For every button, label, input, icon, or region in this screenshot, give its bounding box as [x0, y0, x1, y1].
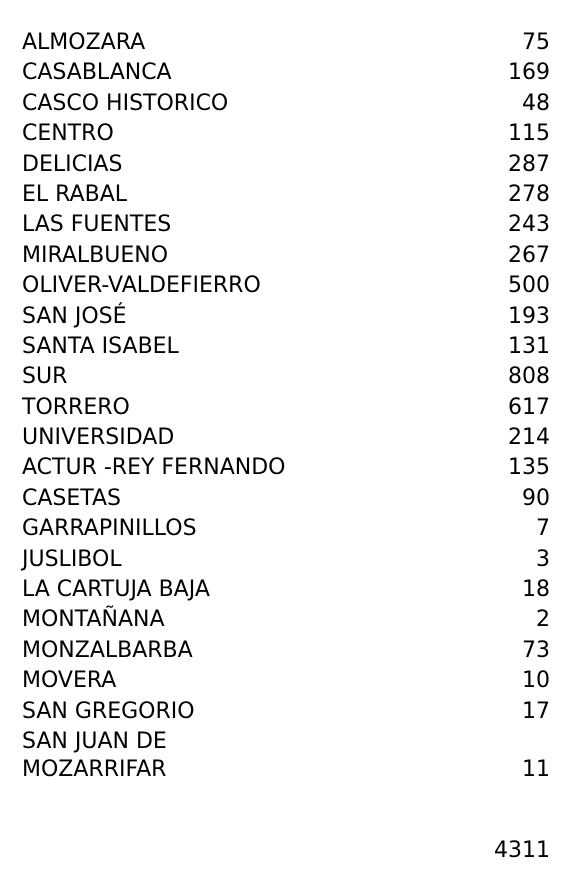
table-row [22, 362, 550, 392]
district-value: 48 [522, 90, 550, 116]
table-row [22, 28, 550, 58]
district-name: TORRERO [22, 394, 130, 420]
district-name: MONTAÑANA [22, 607, 165, 633]
table-row [22, 180, 550, 210]
district-value: 17 [522, 698, 550, 724]
district-value: 18 [522, 577, 550, 603]
district-name: GARRAPINILLOS [22, 516, 197, 542]
district-value: 278 [508, 181, 550, 207]
district-value: 617 [508, 394, 550, 420]
table-row [22, 119, 550, 149]
district-name: MONZALBARBA [22, 637, 193, 663]
district-value: 214 [508, 425, 550, 451]
district-name: CASABLANCA [22, 60, 172, 86]
district-value: 11 [522, 756, 550, 782]
district-name: SAN GREGORIO [22, 698, 195, 724]
district-value: 90 [522, 485, 550, 511]
district-name: ALMOZARA [22, 29, 146, 55]
district-value: 243 [508, 212, 550, 238]
table-row [22, 210, 550, 240]
district-value: 10 [522, 668, 550, 694]
district-name: LAS FUENTES [22, 212, 172, 238]
district-name: SAN JUAN DE MOZARRIFAR [22, 728, 167, 782]
district-name: DELICIAS [22, 151, 123, 177]
table-row [22, 271, 550, 301]
district-table [22, 28, 550, 784]
district-name: SAN JOSÉ [22, 303, 127, 329]
table-row [22, 605, 550, 635]
district-name: CASETAS [22, 485, 122, 511]
district-value: 73 [522, 637, 550, 663]
district-value: 193 [508, 303, 550, 329]
table-row [22, 393, 550, 423]
district-name: SANTA ISABEL [22, 333, 179, 359]
table-row [22, 575, 550, 605]
district-name: SUR [22, 364, 68, 390]
table-row [22, 89, 550, 119]
district-value: 267 [508, 242, 550, 268]
district-value: 3 [536, 546, 550, 572]
total-value: 4311 [494, 838, 550, 863]
district-name: EL RABAL [22, 181, 127, 207]
table-row [22, 484, 550, 514]
table-row [22, 545, 550, 575]
district-name: MIRALBUENO [22, 242, 169, 268]
table-row [22, 423, 550, 453]
table-row [22, 514, 550, 544]
district-value: 808 [508, 364, 550, 390]
district-value: 500 [508, 273, 550, 299]
district-name: MOVERA [22, 668, 117, 694]
district-name: OLIVER-VALDEFIERRO [22, 273, 261, 299]
district-value: 7 [536, 516, 550, 542]
table-row [22, 58, 550, 88]
table-row [22, 302, 550, 332]
district-name: CASCO HISTORICO [22, 90, 229, 116]
district-value: 287 [508, 151, 550, 177]
district-value: 75 [522, 29, 550, 55]
district-value: 131 [508, 333, 550, 359]
district-name: ACTUR -REY FERNANDO [22, 455, 286, 481]
table-row [22, 636, 550, 666]
district-name: JUSLIBOL [22, 546, 122, 572]
district-name: UNIVERSIDAD [22, 425, 175, 451]
district-name: CENTRO [22, 121, 114, 147]
table-row [22, 727, 550, 784]
table-row [22, 697, 550, 727]
district-value: 135 [508, 455, 550, 481]
district-value: 115 [508, 121, 550, 147]
district-value: 2 [536, 607, 550, 633]
table-row [22, 332, 550, 362]
district-value: 169 [508, 60, 550, 86]
table-row [22, 666, 550, 696]
district-name: LA CARTUJA BAJA [22, 577, 210, 603]
table-row [22, 241, 550, 271]
table-row [22, 150, 550, 180]
table-row [22, 453, 550, 483]
